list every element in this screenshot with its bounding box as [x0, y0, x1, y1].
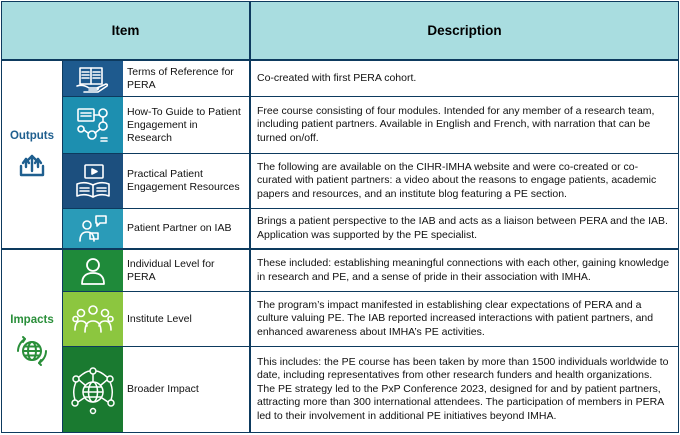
- person-icon: [77, 255, 109, 287]
- row-item-name: Individual Level for PERA: [123, 250, 251, 291]
- table-row: [63, 97, 678, 154]
- row-icon-cell: [63, 292, 123, 346]
- row-icon-cell: [63, 154, 123, 208]
- row-item-name: Terms of Reference for PERA: [123, 61, 251, 96]
- item-column-header: Item: [2, 2, 251, 61]
- global-network-icon: [68, 365, 118, 415]
- table-row: [63, 292, 678, 347]
- row-description: Free course consisting of four modules. Intended for any member of a research team, including patient partners. Available in English and French, with narration that can be turned on/off.: [257, 104, 655, 144]
- row-icon-cell: [63, 61, 123, 96]
- row-item-name: Broader Impact: [123, 347, 251, 432]
- video-book-icon: [73, 162, 113, 200]
- row-description: These included: establishing meaningful connections with each other, gaining knowledge in research and PE, and a sense of pride in their association with IMHA.: [257, 257, 670, 283]
- table-row: [63, 209, 678, 250]
- row-item-name: How-To Guide to Patient Engagement in Research: [123, 97, 251, 153]
- table-row: [63, 347, 678, 432]
- impacts-label: Impacts: [10, 314, 54, 326]
- row-icon-cell: [63, 347, 123, 432]
- impacts-section-label: [2, 250, 63, 432]
- row-description: The program’s impact manifested in establishing clear expectations of PERA and a culture valuing PE. The IAB reported increased interactions with patient partners, and enhanced awareness about IMHA’s PE activities.: [257, 298, 654, 338]
- row-description: Co-created with first PERA cohort.: [257, 71, 417, 84]
- globe-cycle-icon: [15, 334, 49, 368]
- row-description: The following are available on the CIHR-IMHA website and were co-created or co-curated with patient partners: a video about the reasons to engage patients, academic papers and resources, and an institute blog featuring a PE section.: [257, 160, 657, 200]
- row-item-name: Institute Level: [123, 292, 251, 346]
- outputs-section-label: [2, 61, 63, 250]
- table-row: [63, 154, 678, 209]
- outputs-label: Outputs: [9, 129, 55, 142]
- row-item-name: Practical Patient Engagement Resources: [123, 154, 251, 208]
- group-icon: [71, 302, 115, 336]
- share-outputs-icon: [17, 150, 47, 180]
- description-column-header: Description: [251, 2, 678, 61]
- impact-table: [1, 1, 679, 433]
- guide-network-icon: [73, 105, 113, 145]
- speaking-person-icon: [76, 213, 110, 245]
- row-icon-cell: [63, 209, 123, 248]
- row-description: This includes: the PE course has been taken by more than 1500 individuals worldwide to date, including representatives from other research funders and health organizations. The PE strategy led to the PxP Conference 2023, designed for and by patient partners, attracting more than 300 international attendees. The participation of members in PERA led to their involvement in additional PE initiatives beyond IMHA.: [257, 355, 669, 422]
- row-icon-cell: [63, 250, 123, 291]
- row-item-name: Patient Partner on IAB: [123, 209, 251, 248]
- table-row: [63, 250, 678, 292]
- document-hand-icon: [74, 64, 112, 94]
- row-description: Brings a patient perspective to the IAB and acts as a liaison between PERA and the IAB. Application was supported by the PE specialist.: [257, 215, 668, 241]
- row-icon-cell: [63, 97, 123, 153]
- table-row: [63, 61, 678, 97]
